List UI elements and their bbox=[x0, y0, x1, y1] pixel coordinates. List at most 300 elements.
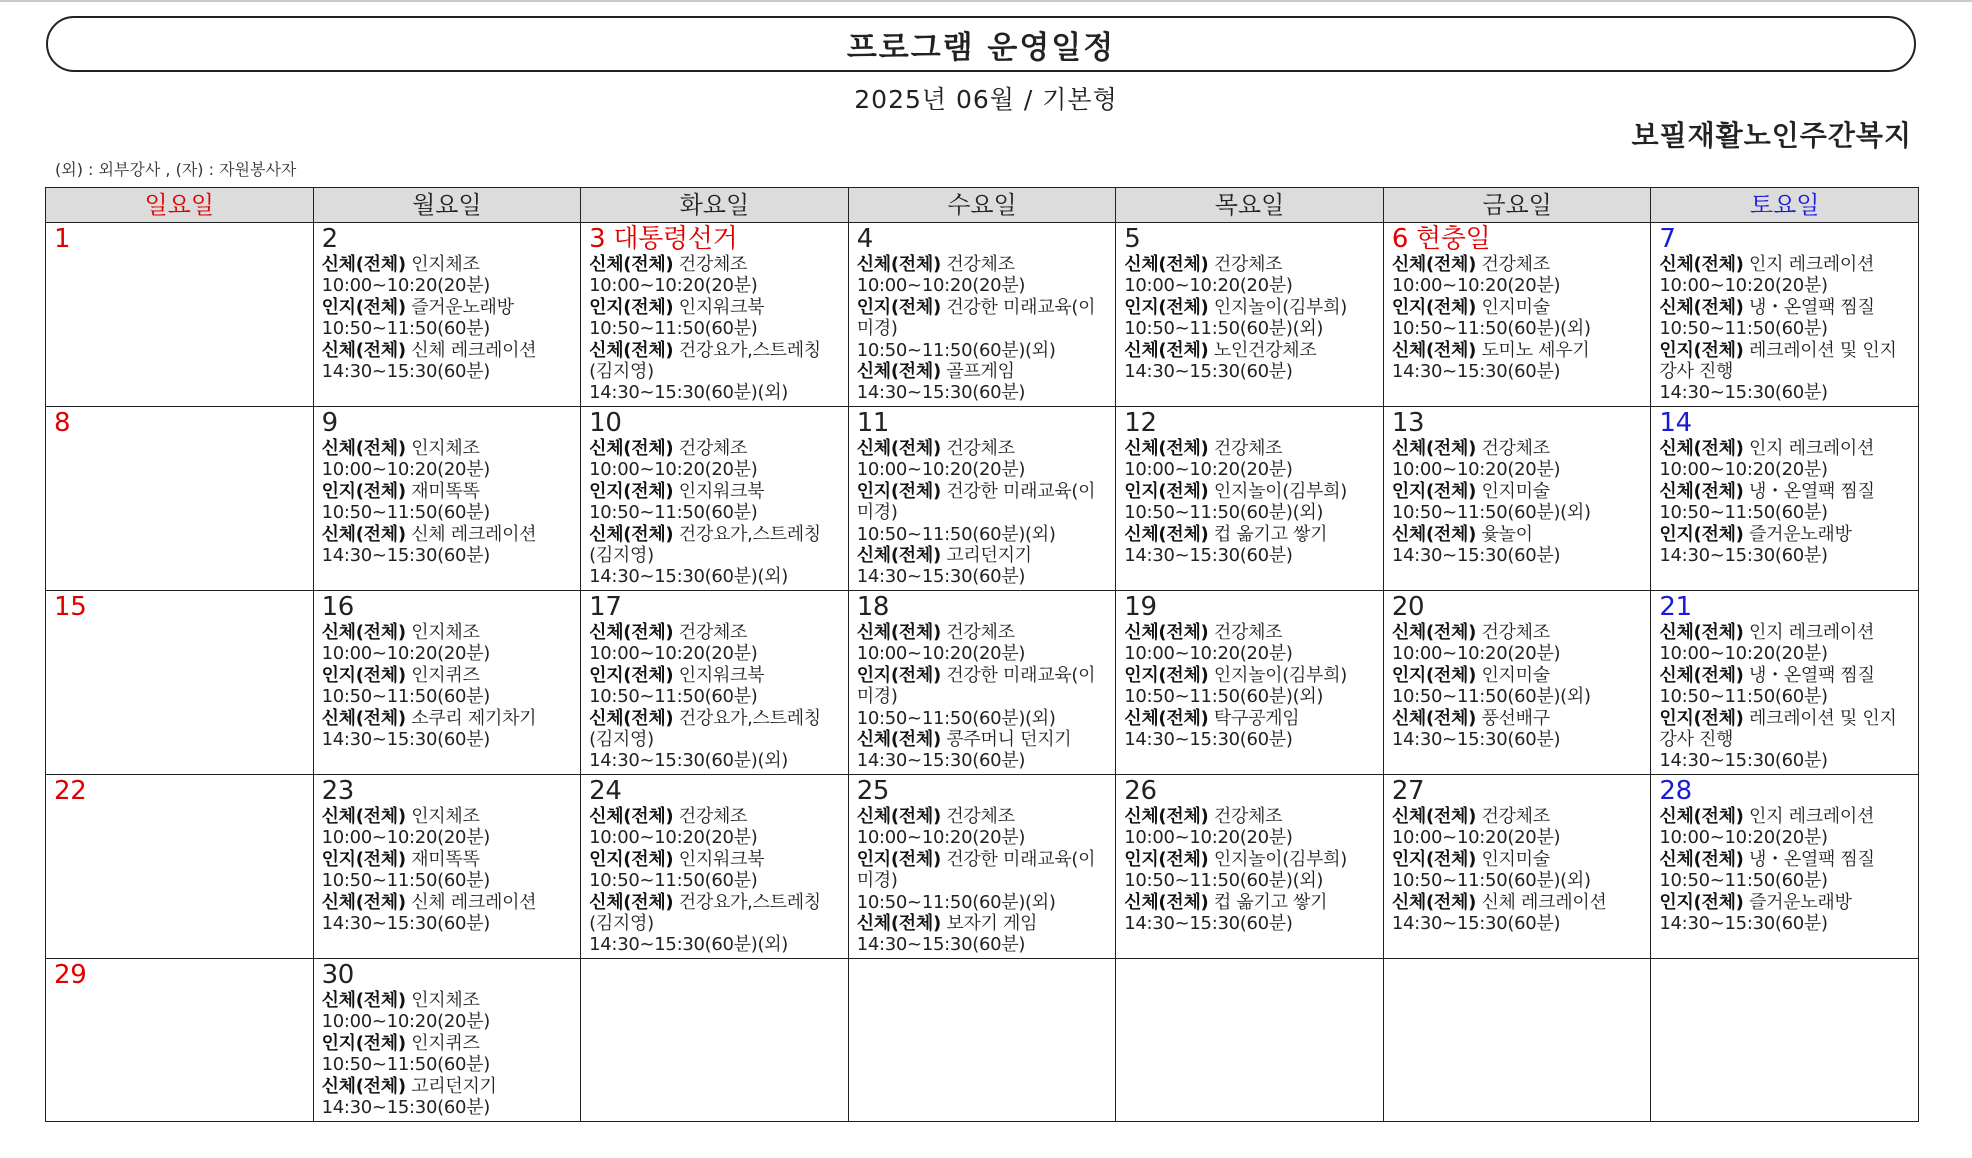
program-category: 인지(전체) bbox=[589, 664, 674, 686]
program-category: 신체(전체) bbox=[1124, 438, 1209, 459]
program-category: 인지(전체) bbox=[856, 480, 941, 502]
program-name: 인지놀이(김부희) bbox=[1213, 296, 1347, 318]
holiday-label: 대통령선거 bbox=[613, 224, 738, 254]
program-name: 즐거운노래방 bbox=[1749, 891, 1852, 913]
day-cell bbox=[46, 775, 314, 959]
program-name: 소쿠리 제기차기 bbox=[411, 707, 537, 729]
day-cell bbox=[848, 591, 1116, 775]
day-cell bbox=[1116, 223, 1384, 407]
program-category: 신체(전체) bbox=[589, 891, 674, 913]
program-category: 신체(전체) bbox=[321, 339, 406, 361]
program-name: 건강체조 bbox=[1481, 806, 1550, 827]
program-time: 10:50~11:50(60분)(외) bbox=[1391, 870, 1591, 892]
program-time: 10:50~11:50(60분) bbox=[321, 870, 490, 892]
day-cell bbox=[1116, 407, 1384, 591]
program-name: 건강요가,스트레칭(김지영) bbox=[589, 891, 821, 935]
day-header bbox=[857, 225, 1110, 254]
program-time: 14:30~15:30(60분) bbox=[1659, 750, 1828, 772]
program-category: 신체(전체) bbox=[1124, 254, 1209, 275]
day-header bbox=[54, 593, 307, 622]
day-header bbox=[322, 593, 575, 622]
day-number: 9 bbox=[321, 408, 338, 438]
day-number: 16 bbox=[321, 592, 355, 622]
program-item bbox=[1659, 481, 1912, 502]
program-time: 14:30~15:30(60분) bbox=[1391, 545, 1561, 567]
day-cell bbox=[46, 223, 314, 407]
center-name: 보필재활노인주간복지 bbox=[1631, 119, 1912, 152]
day-cell bbox=[848, 407, 1116, 591]
day-number: 13 bbox=[1391, 408, 1425, 438]
program-item bbox=[1659, 622, 1912, 643]
program-item bbox=[1659, 254, 1912, 275]
program-item bbox=[1124, 892, 1377, 913]
program-time: 10:50~11:50(60분) bbox=[321, 686, 490, 708]
program-name: 인지 레크레이션 bbox=[1749, 622, 1875, 643]
top-border bbox=[0, 0, 1972, 2]
program-time: 10:50~11:50(60분)(외) bbox=[856, 891, 1056, 913]
program-category: 신체(전체) bbox=[1659, 296, 1744, 318]
program-category: 인지(전체) bbox=[589, 480, 674, 502]
day-header bbox=[857, 593, 1110, 622]
program-item bbox=[322, 340, 575, 361]
day-number: 17 bbox=[589, 592, 622, 622]
program-time: 14:30~15:30(60분) bbox=[1124, 729, 1293, 751]
program-category: 인지(전체) bbox=[1391, 848, 1477, 870]
program-time: 10:00~10:20(20분) bbox=[589, 459, 758, 481]
program-time: 10:00~10:20(20분) bbox=[321, 459, 490, 481]
program-name: 풍선배구 bbox=[1481, 707, 1550, 729]
program-category: 인지(전체) bbox=[321, 296, 406, 318]
weekday-sunday: 일요일 bbox=[46, 188, 314, 223]
program-name: 윷놀이 bbox=[1481, 523, 1533, 545]
day-cell bbox=[1116, 591, 1384, 775]
program-name: 즐거운노래방 bbox=[411, 296, 514, 318]
program-name: 컵 옮기고 쌓기 bbox=[1213, 523, 1328, 545]
program-item bbox=[1392, 665, 1645, 686]
weekday-tuesday: 화요일 bbox=[581, 188, 849, 223]
day-cell bbox=[1651, 591, 1919, 775]
program-time: 14:30~15:30(60분) bbox=[1659, 545, 1828, 567]
program-name: 인지체조 bbox=[411, 438, 480, 459]
program-item bbox=[1659, 806, 1912, 827]
program-item bbox=[857, 438, 1110, 459]
program-category: 신체(전체) bbox=[589, 339, 674, 361]
program-category: 인지(전체) bbox=[589, 296, 674, 318]
program-time: 14:30~15:30(60분) bbox=[856, 566, 1026, 588]
day-cell bbox=[313, 959, 581, 1122]
program-item bbox=[322, 524, 575, 545]
program-name: 인지워크북 bbox=[678, 480, 765, 502]
day-header bbox=[1392, 225, 1645, 254]
program-category: 신체(전체) bbox=[1391, 523, 1477, 545]
program-name: 보자기 게임 bbox=[946, 913, 1038, 935]
program-time: 10:50~11:50(60분)(외) bbox=[856, 339, 1056, 361]
program-time: 10:00~10:20(20분) bbox=[321, 827, 490, 849]
program-time: 14:30~15:30(60분) bbox=[1659, 382, 1828, 404]
program-name: 건강체조 bbox=[1481, 438, 1550, 459]
program-item bbox=[1392, 708, 1645, 729]
program-item bbox=[1124, 340, 1377, 361]
program-name: 인지체조 bbox=[411, 254, 480, 275]
day-header bbox=[1392, 409, 1645, 438]
program-name: 건강한 미래교육(이미경) bbox=[856, 480, 1096, 524]
day-header bbox=[1124, 777, 1377, 806]
program-time: 14:30~15:30(60분) bbox=[1124, 361, 1293, 383]
program-name: 인지퀴즈 bbox=[411, 1032, 480, 1054]
program-name: 고리던지기 bbox=[946, 545, 1032, 567]
page-title-text: 프로그램 운영일정 bbox=[846, 29, 1116, 66]
day-header bbox=[1659, 593, 1912, 622]
program-time: 14:30~15:30(60분) bbox=[856, 382, 1026, 404]
day-cell bbox=[1651, 959, 1919, 1122]
program-category: 신체(전체) bbox=[1659, 806, 1744, 827]
program-time: 10:00~10:20(20분) bbox=[1124, 643, 1293, 665]
page-subtitle: 2025년 06월 / 기본형 bbox=[854, 85, 1118, 114]
program-item bbox=[589, 892, 842, 935]
program-time: 14:30~15:30(60분) bbox=[1391, 913, 1561, 935]
program-time: 14:30~15:30(60분) bbox=[1391, 361, 1561, 383]
program-item bbox=[322, 806, 575, 827]
week-row bbox=[46, 775, 1919, 959]
program-name: 건강체조 bbox=[678, 254, 748, 275]
program-name: 건강체조 bbox=[1213, 622, 1283, 643]
day-number: 19 bbox=[1124, 592, 1157, 622]
program-item bbox=[1124, 849, 1377, 870]
day-number: 23 bbox=[321, 776, 355, 806]
program-name: 골프게임 bbox=[946, 361, 1015, 383]
program-category: 신체(전체) bbox=[1659, 622, 1744, 643]
program-item bbox=[589, 622, 842, 643]
schedule-calendar bbox=[45, 187, 1919, 1122]
program-category: 신체(전체) bbox=[1391, 254, 1477, 275]
program-name: 신체 레크레이션 bbox=[1481, 891, 1607, 913]
program-category: 인지(전체) bbox=[856, 296, 941, 318]
program-time: 10:50~11:50(60분)(외) bbox=[856, 523, 1056, 545]
program-category: 신체(전체) bbox=[856, 622, 941, 643]
program-time: 10:50~11:50(60분)(외) bbox=[1391, 502, 1591, 524]
program-category: 인지(전체) bbox=[1659, 707, 1744, 729]
program-name: 건강한 미래교육(이미경) bbox=[856, 664, 1096, 708]
program-time: 14:30~15:30(60분) bbox=[856, 750, 1026, 772]
program-item bbox=[589, 340, 842, 383]
day-header bbox=[322, 225, 575, 254]
program-item bbox=[857, 665, 1110, 708]
program-category: 신체(전체) bbox=[321, 990, 406, 1011]
program-item bbox=[1392, 524, 1645, 545]
program-time: 10:00~10:20(20분) bbox=[1391, 459, 1561, 481]
program-category: 신체(전체) bbox=[856, 361, 941, 383]
program-category: 신체(전체) bbox=[1124, 339, 1209, 361]
program-name: 건강체조 bbox=[946, 622, 1015, 643]
day-cell bbox=[46, 407, 314, 591]
program-time: 10:50~11:50(60분)(외) bbox=[1124, 686, 1324, 708]
week-row bbox=[46, 591, 1919, 775]
program-category: 신체(전체) bbox=[589, 438, 674, 459]
day-header bbox=[1124, 593, 1377, 622]
day-number: 20 bbox=[1391, 592, 1425, 622]
day-header bbox=[857, 777, 1110, 806]
program-category: 신체(전체) bbox=[589, 622, 674, 643]
program-item bbox=[1659, 524, 1912, 545]
program-item bbox=[322, 990, 575, 1011]
program-time: 10:50~11:50(60분) bbox=[321, 1054, 490, 1076]
day-header bbox=[54, 961, 307, 990]
program-category: 신체(전체) bbox=[1124, 891, 1209, 913]
weekday-saturday: 토요일 bbox=[1651, 188, 1919, 223]
day-cell bbox=[1651, 775, 1919, 959]
program-item bbox=[1124, 254, 1377, 275]
program-time: 10:50~11:50(60분) bbox=[589, 318, 758, 340]
program-name: 건강한 미래교육(이미경) bbox=[856, 848, 1096, 892]
day-number: 21 bbox=[1659, 592, 1692, 622]
weekday-header-row bbox=[46, 188, 1919, 223]
program-name: 레크레이션 및 인지강사 진행 bbox=[1659, 339, 1897, 383]
program-category: 신체(전체) bbox=[321, 438, 406, 459]
week-row bbox=[46, 407, 1919, 591]
program-time: 14:30~15:30(60분) bbox=[1124, 913, 1293, 935]
program-item bbox=[1659, 297, 1912, 318]
program-name: 인지놀이(김부희) bbox=[1213, 848, 1347, 870]
program-item bbox=[322, 849, 575, 870]
day-number: 6 bbox=[1391, 224, 1409, 254]
program-name: 노인건강체조 bbox=[1213, 339, 1317, 361]
program-category: 신체(전체) bbox=[589, 806, 674, 827]
program-category: 인지(전체) bbox=[1124, 296, 1209, 318]
day-number: 7 bbox=[1659, 224, 1676, 254]
program-name: 건강체조 bbox=[678, 806, 748, 827]
program-name: 콩주머니 던지기 bbox=[946, 729, 1072, 751]
program-category: 신체(전체) bbox=[1659, 480, 1744, 502]
program-category: 신체(전체) bbox=[321, 523, 406, 545]
day-header bbox=[54, 409, 307, 438]
program-item bbox=[857, 361, 1110, 382]
program-category: 인지(전체) bbox=[1391, 664, 1477, 686]
day-number: 5 bbox=[1124, 224, 1141, 254]
program-category: 신체(전체) bbox=[589, 523, 674, 545]
day-cell bbox=[581, 223, 849, 407]
program-item bbox=[1392, 849, 1645, 870]
program-item bbox=[1659, 438, 1912, 459]
program-time: 10:50~11:50(60분) bbox=[589, 686, 758, 708]
day-cell bbox=[313, 591, 581, 775]
program-time: 14:30~15:30(60분)(외) bbox=[589, 566, 789, 588]
program-category: 신체(전체) bbox=[321, 622, 406, 643]
program-category: 신체(전체) bbox=[1659, 848, 1744, 870]
program-time: 10:00~10:20(20분) bbox=[589, 643, 758, 665]
day-header bbox=[1392, 777, 1645, 806]
program-time: 14:30~15:30(60분)(외) bbox=[589, 382, 789, 404]
program-time: 10:50~11:50(60분)(외) bbox=[1391, 318, 1591, 340]
program-name: 건강체조 bbox=[1481, 254, 1550, 275]
day-cell bbox=[848, 223, 1116, 407]
program-item bbox=[857, 913, 1110, 934]
program-name: 즐거운노래방 bbox=[1749, 523, 1852, 545]
program-name: 건강체조 bbox=[946, 254, 1015, 275]
program-item bbox=[1124, 297, 1377, 318]
program-item bbox=[1124, 622, 1377, 643]
program-item bbox=[1392, 481, 1645, 502]
program-item bbox=[322, 481, 575, 502]
program-name: 재미똑똑 bbox=[411, 848, 480, 870]
program-item bbox=[857, 806, 1110, 827]
program-name: 건강체조 bbox=[1481, 622, 1550, 643]
program-time: 10:50~11:50(60분) bbox=[1659, 502, 1828, 524]
program-time: 14:30~15:30(60분) bbox=[321, 913, 490, 935]
program-category: 신체(전체) bbox=[856, 729, 941, 751]
program-category: 인지(전체) bbox=[1124, 480, 1209, 502]
program-time: 10:50~11:50(60분) bbox=[321, 318, 490, 340]
program-item bbox=[322, 297, 575, 318]
program-name: 인지 레크레이션 bbox=[1749, 254, 1875, 275]
program-time: 14:30~15:30(60분) bbox=[321, 1097, 490, 1119]
program-time: 10:50~11:50(60분)(외) bbox=[1124, 502, 1324, 524]
program-name: 인지미술 bbox=[1481, 664, 1550, 686]
holiday-label: 현충일 bbox=[1416, 224, 1491, 254]
program-category: 신체(전체) bbox=[321, 254, 406, 275]
program-name: 신체 레크레이션 bbox=[411, 523, 537, 545]
day-header bbox=[54, 225, 307, 254]
program-name: 인지체조 bbox=[411, 622, 480, 643]
day-header bbox=[322, 777, 575, 806]
day-number: 28 bbox=[1659, 776, 1692, 806]
program-item bbox=[857, 622, 1110, 643]
program-time: 10:50~11:50(60분)(외) bbox=[856, 707, 1056, 729]
program-time: 10:00~10:20(20분) bbox=[321, 1011, 490, 1033]
day-number: 18 bbox=[856, 592, 890, 622]
day-cell bbox=[313, 775, 581, 959]
program-item bbox=[1659, 849, 1912, 870]
program-name: 냉・온열팩 찜질 bbox=[1749, 848, 1875, 870]
program-name: 건강요가,스트레칭(김지영) bbox=[589, 523, 821, 567]
program-item bbox=[1124, 438, 1377, 459]
program-name: 건강체조 bbox=[946, 806, 1015, 827]
day-cell bbox=[46, 591, 314, 775]
day-number: 11 bbox=[856, 408, 890, 438]
day-cell bbox=[313, 223, 581, 407]
program-name: 신체 레크레이션 bbox=[411, 339, 537, 361]
program-time: 10:50~11:50(60분) bbox=[321, 502, 490, 524]
program-item bbox=[1392, 297, 1645, 318]
program-name: 냉・온열팩 찜질 bbox=[1749, 296, 1875, 318]
program-item bbox=[1392, 806, 1645, 827]
program-time: 10:00~10:20(20분) bbox=[321, 643, 490, 665]
day-cell bbox=[581, 591, 849, 775]
program-time: 10:00~10:20(20분) bbox=[1659, 643, 1828, 665]
day-header bbox=[1124, 409, 1377, 438]
day-cell bbox=[581, 407, 849, 591]
program-item bbox=[589, 481, 842, 502]
program-category: 인지(전체) bbox=[1124, 664, 1209, 686]
program-name: 냉・온열팩 찜질 bbox=[1749, 664, 1875, 686]
day-number: 8 bbox=[54, 408, 71, 438]
program-item bbox=[1659, 892, 1912, 913]
program-name: 건강체조 bbox=[1213, 806, 1283, 827]
program-item bbox=[1392, 622, 1645, 643]
program-name: 재미똑똑 bbox=[411, 480, 480, 502]
program-time: 10:00~10:20(20분) bbox=[1124, 275, 1293, 297]
program-category: 인지(전체) bbox=[856, 848, 941, 870]
program-category: 인지(전체) bbox=[589, 848, 674, 870]
day-cell bbox=[46, 959, 314, 1122]
day-number: 1 bbox=[54, 224, 71, 254]
day-number: 22 bbox=[54, 776, 87, 806]
program-item bbox=[1124, 806, 1377, 827]
program-category: 신체(전체) bbox=[321, 1075, 406, 1097]
program-name: 건강체조 bbox=[946, 438, 1015, 459]
day-number: 14 bbox=[1659, 408, 1692, 438]
day-cell bbox=[1383, 775, 1651, 959]
program-time: 10:50~11:50(60분)(외) bbox=[1124, 870, 1324, 892]
day-number: 4 bbox=[856, 224, 873, 254]
program-time: 10:00~10:20(20분) bbox=[856, 275, 1026, 297]
day-header bbox=[589, 777, 842, 806]
program-name: 인지퀴즈 bbox=[411, 664, 480, 686]
day-header bbox=[1124, 225, 1377, 254]
program-category: 인지(전체) bbox=[1391, 296, 1477, 318]
program-category: 신체(전체) bbox=[856, 913, 941, 935]
program-time: 10:50~11:50(60분)(외) bbox=[1124, 318, 1324, 340]
program-category: 인지(전체) bbox=[856, 664, 941, 686]
program-name: 건강체조 bbox=[678, 438, 748, 459]
program-name: 인지체조 bbox=[411, 806, 480, 827]
day-header bbox=[857, 409, 1110, 438]
day-cell bbox=[581, 959, 849, 1122]
program-category: 인지(전체) bbox=[321, 1032, 406, 1054]
program-item bbox=[1659, 665, 1912, 686]
week-row bbox=[46, 223, 1919, 407]
program-item bbox=[1659, 708, 1912, 751]
program-category: 신체(전체) bbox=[1124, 523, 1209, 545]
program-item bbox=[857, 297, 1110, 340]
day-header bbox=[322, 961, 575, 990]
program-time: 10:00~10:20(20분) bbox=[856, 827, 1026, 849]
weekday-monday: 월요일 bbox=[313, 188, 581, 223]
program-time: 14:30~15:30(60분)(외) bbox=[589, 750, 789, 772]
day-number: 10 bbox=[589, 408, 622, 438]
program-category: 신체(전체) bbox=[1124, 806, 1209, 827]
program-item bbox=[857, 545, 1110, 566]
program-time: 14:30~15:30(60분) bbox=[856, 934, 1026, 956]
calendar-body bbox=[46, 223, 1919, 1122]
program-name: 인지미술 bbox=[1481, 296, 1550, 318]
program-category: 신체(전체) bbox=[321, 891, 406, 913]
program-item bbox=[589, 806, 842, 827]
program-name: 건강체조 bbox=[1213, 438, 1283, 459]
day-header bbox=[1659, 777, 1912, 806]
program-name: 신체 레크레이션 bbox=[411, 891, 537, 913]
day-number: 26 bbox=[1124, 776, 1157, 806]
program-item bbox=[322, 254, 575, 275]
program-item bbox=[589, 524, 842, 567]
program-name: 냉・온열팩 찜질 bbox=[1749, 480, 1875, 502]
program-name: 인지워크북 bbox=[678, 296, 765, 318]
day-cell bbox=[1383, 407, 1651, 591]
program-time: 10:00~10:20(20분) bbox=[856, 459, 1026, 481]
weekday-thursday: 목요일 bbox=[1116, 188, 1384, 223]
program-name: 인지놀이(김부희) bbox=[1213, 664, 1347, 686]
program-item bbox=[1392, 254, 1645, 275]
program-time: 14:30~15:30(60분) bbox=[321, 361, 490, 383]
program-name: 건강요가,스트레칭(김지영) bbox=[589, 707, 821, 751]
program-category: 신체(전체) bbox=[856, 254, 941, 275]
day-cell bbox=[1651, 223, 1919, 407]
page-title bbox=[46, 16, 1916, 72]
program-category: 신체(전체) bbox=[589, 707, 674, 729]
program-category: 신체(전체) bbox=[1391, 707, 1477, 729]
program-name: 인지체조 bbox=[411, 990, 480, 1011]
program-item bbox=[589, 849, 842, 870]
day-header bbox=[322, 409, 575, 438]
